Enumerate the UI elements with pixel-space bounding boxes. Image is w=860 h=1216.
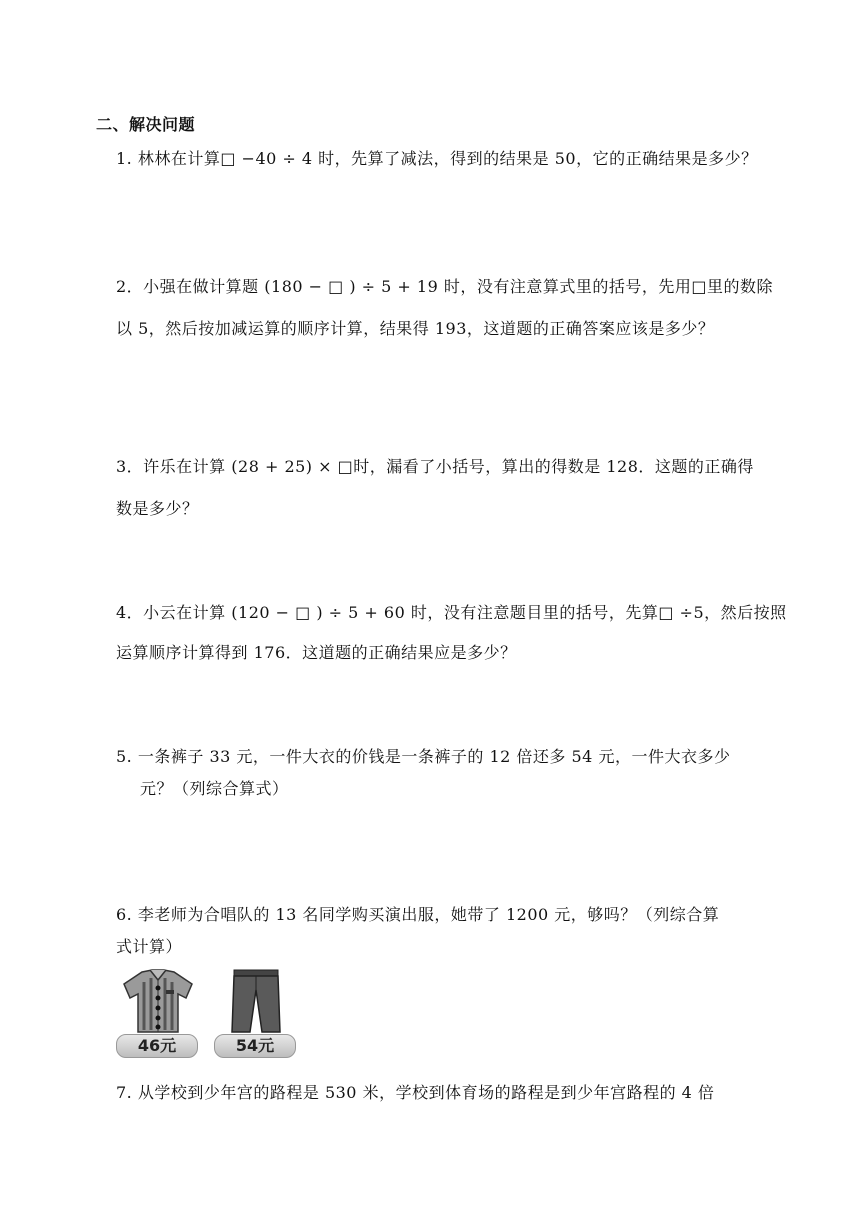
problem-4-line-1: 4．小云在计算 (120 − □ ) ÷ 5 + 60 时，没有注意题目里的括号，先算□ ÷5，然后按照	[116, 603, 787, 622]
shirt-price: 46元	[116, 1034, 198, 1058]
shirt-item	[116, 968, 200, 1064]
pants-item	[214, 968, 298, 1064]
section-title: 二、解决问题	[96, 115, 196, 134]
problem-6-line-1: 6. 李老师为合唱队的 13 名同学购买演出服，她带了 1200 元，够吗？（列综合算	[116, 905, 720, 924]
problem-4-line-2: 运算顺序计算得到 176．这道题的正确结果应是多少？	[116, 643, 517, 662]
problem-3-line-2: 数是多少？	[116, 499, 199, 518]
problem-2-line-2: 以 5，然后按加减运算的顺序计算，结果得 193，这道题的正确答案应该是多少？	[116, 319, 715, 338]
problem-2-line-1: 2．小强在做计算题 (180 − □ ) ÷ 5 + 19 时，没有注意算式里的括号，先用□里的数除	[116, 277, 773, 296]
problem-3-line-1: 3．许乐在计算 (28 + 25) × □时，漏看了小括号，算出的得数是 128．这题的正确得	[116, 457, 754, 476]
problem-6-line-2: 式计算）	[116, 937, 183, 956]
problem-5-line-2: 元？（列综合算式）	[140, 779, 289, 798]
problem-5-line-1: 5. 一条裤子 33 元，一件大衣的价钱是一条裤子的 12 倍还多 54 元，一件大衣多少	[116, 747, 731, 766]
problem-1-line-1: 1. 林林在计算□ −40 ÷ 4 时，先算了减法，得到的结果是 50，它的正确结果是多少？	[116, 149, 758, 168]
problem-7-line-1: 7. 从学校到少年宫的路程是 530 米，学校到体育场的路程是到少年宫路程的 4 倍	[116, 1083, 715, 1102]
pants-icon	[216, 968, 296, 1034]
shirt-icon	[118, 968, 198, 1034]
pants-price: 54元	[214, 1034, 296, 1058]
